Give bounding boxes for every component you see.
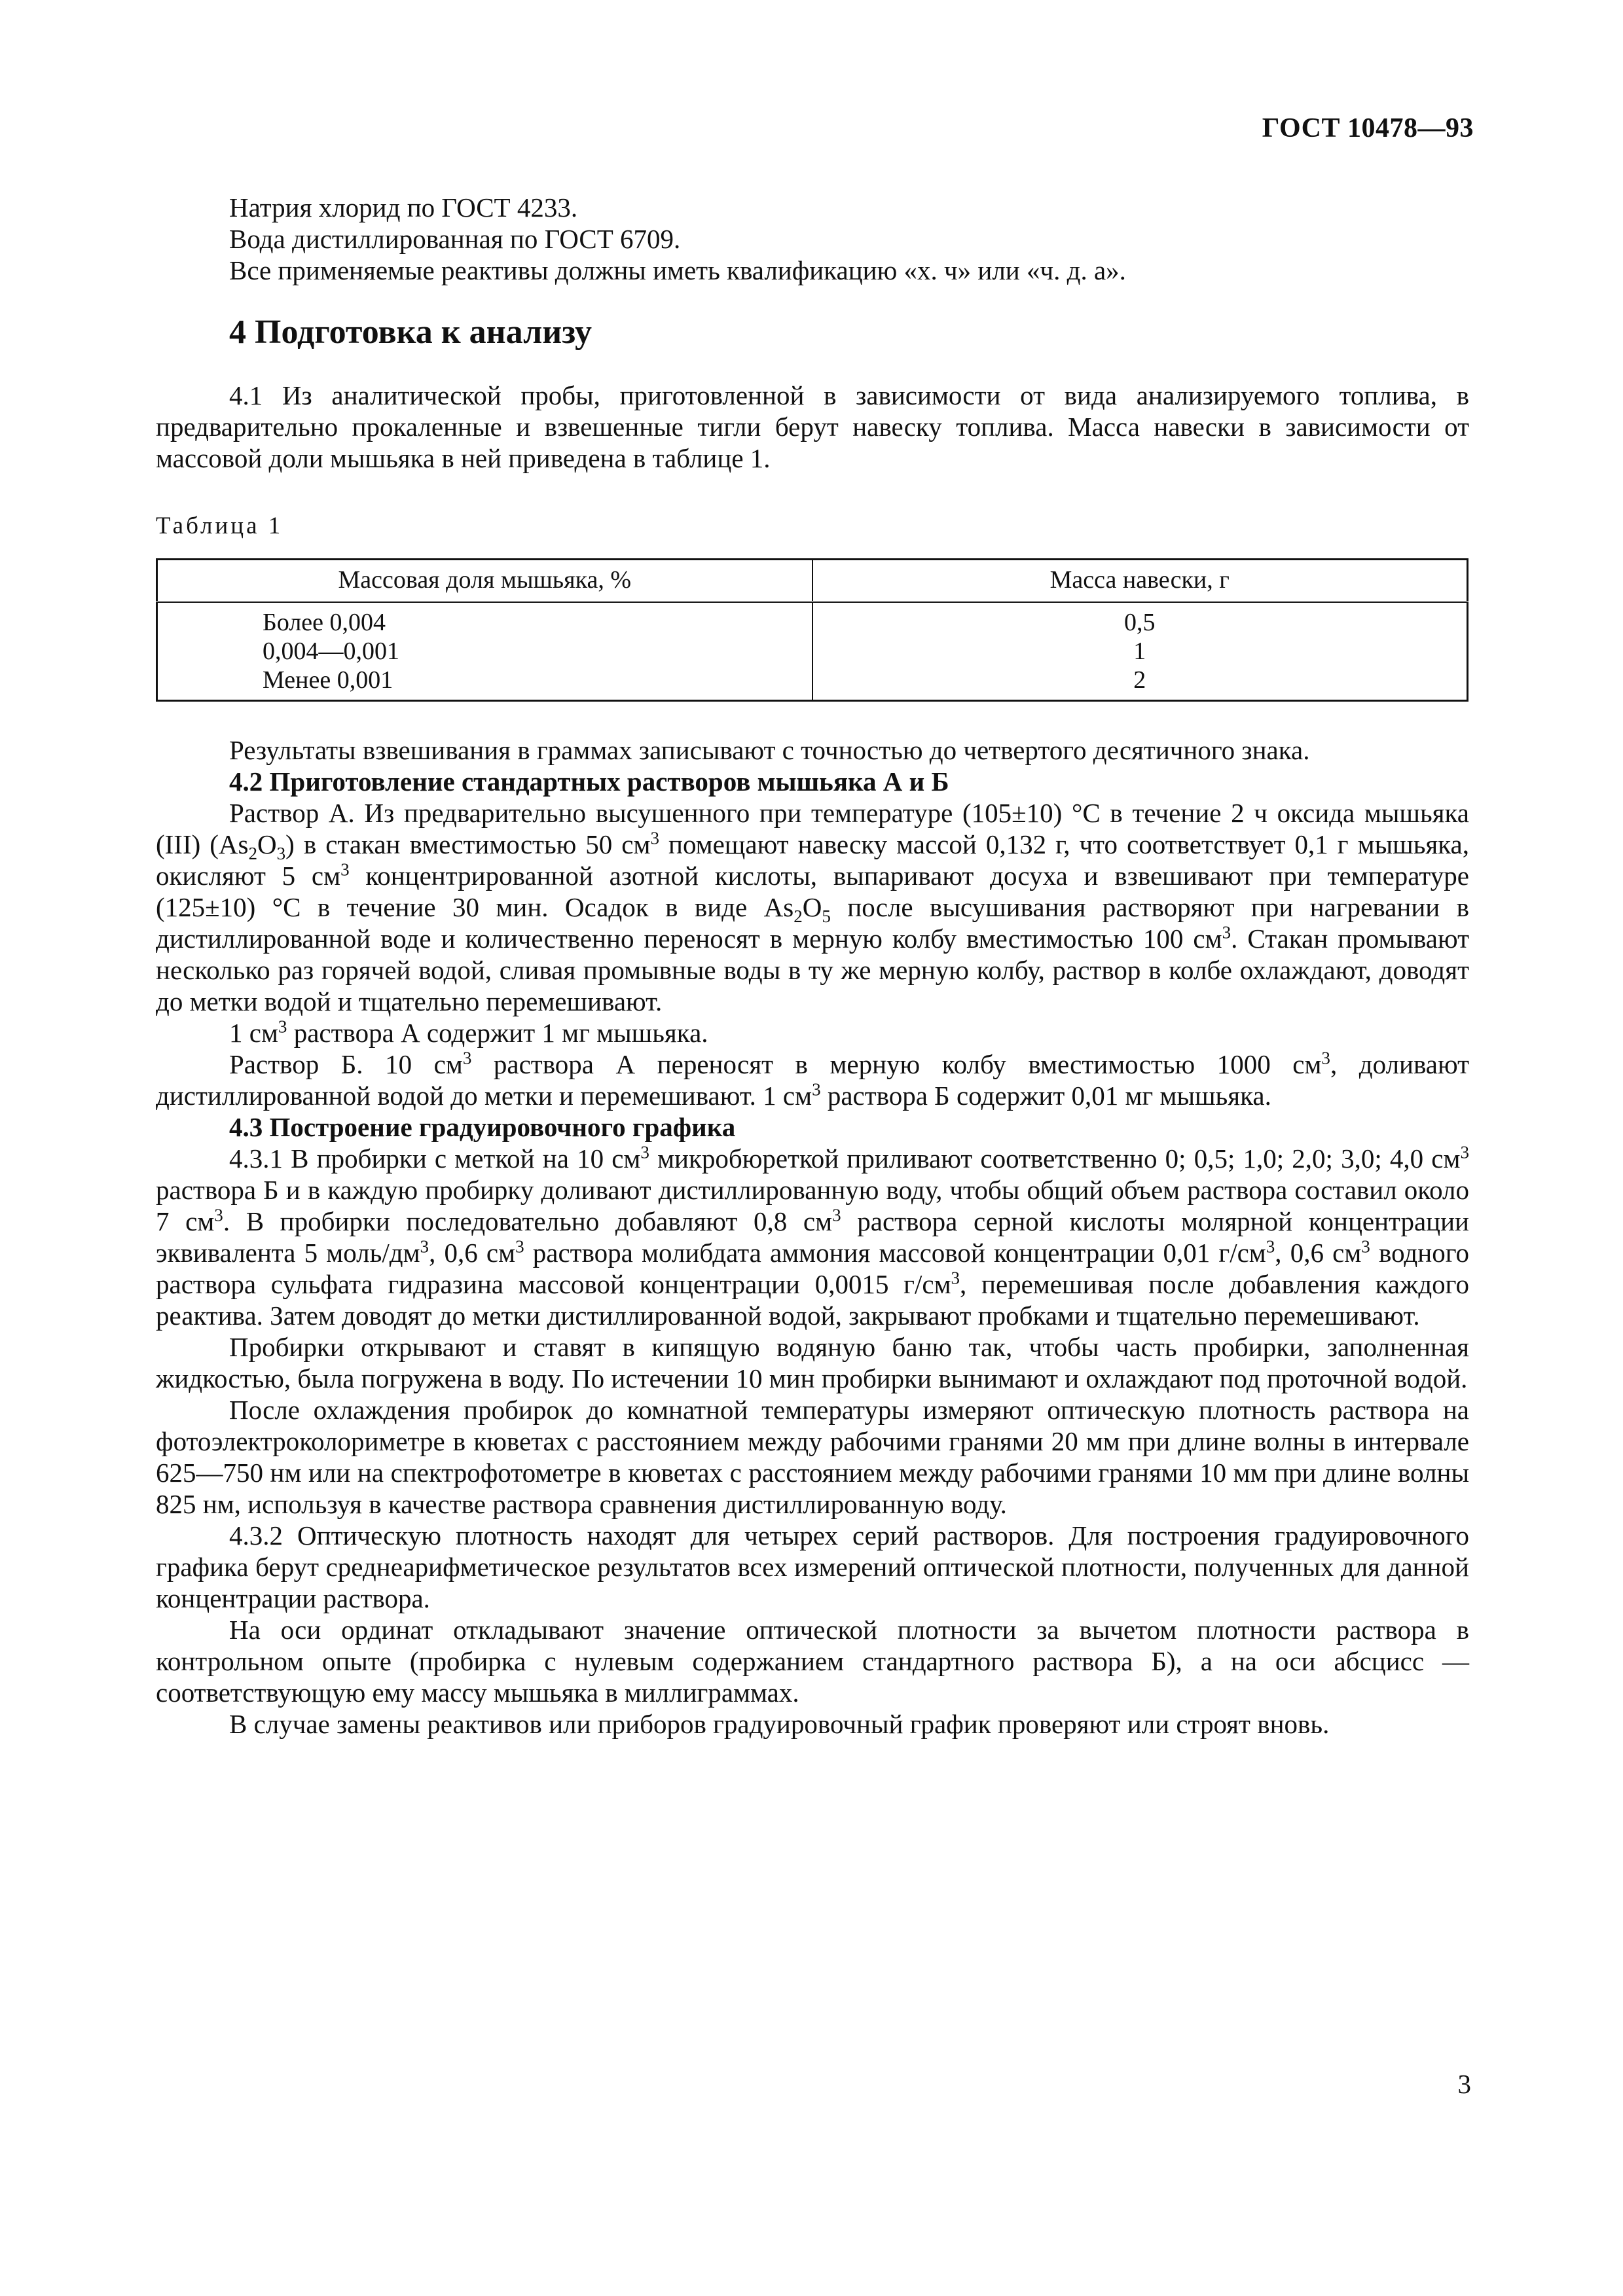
table-cell: 0,5	[1124, 609, 1156, 636]
document-header: ГОСТ 10478—93	[1262, 113, 1474, 143]
section-4-1	[156, 380, 1469, 474]
paragraph-solution-a-content: 1 $см^3$ раствора А содержит 1 мг мышьяка.	[229, 1016, 708, 1048]
reagent-line: Вода дистиллированная по ГОСТ 6709.	[229, 224, 681, 254]
paragraph-replacement: В случае замены реактивов или приборов градуировочный график проверяют или строят вновь.	[229, 1709, 1330, 1739]
table-cell: 2	[1133, 666, 1146, 694]
paragraph-weighing: Результаты взвешивания в граммах записывают с точностью до четвертого десятичного знака.	[229, 735, 1310, 765]
table-header-cell: Масса навески, г	[812, 560, 1468, 602]
paragraph-solution-b: Раствор Б. 10 $см^3$ раствора А переносят в мерную колбу вместимостью 1000 $см^3$, доливают дистиллированной водой до метки и перемешивают. 1 $см^3$ раствора Б содержит 0,01 мг мышьяка.	[156, 1048, 1469, 1111]
table-cell-mass-column	[812, 602, 1468, 701]
paragraph-solution-a: Раствор А. Из предварительно высушенного при температуре (105±10) °С в течение 2 ч оксида мышьяка (III) $(As_2O_3)$ в стакан вместимостью 50 $см^3$ помещают навеску массой 0,132 г, что соответствует 0,1 г мышьяка, окисляют 5 $см^3$ концентрированной азотной кислоты, выпаривают досуха и взвешивают при температуре (125±10) °С в течение 30 мин. Осадок в виде $As_2O_5$ после высушивания растворяют при нагревании в дистиллированной воде и количественно переносят в мерную колбу вместимостью 100 $см^3$. Стакан промывают несколько раз горячей водой, сливая промывные воды в ту же мерную колбу, раствор в колбе охлаждают, доводят до метки водой и тщательно перемешивают.	[156, 798, 1470, 1016]
table-header-row	[157, 560, 1468, 602]
paragraph-optical-measurement: После охлаждения пробирок до комнатной температуры измеряют оптическую плотность раствора на фотоэлектроколориметре в кюветах с расстоянием между рабочими гранями 20 мм при длине волны в интервале 625—750 нм или на спектрофотометре в кюветах с расстоянием между рабочими гранями 10 мм при длине волны 825 нм, используя в качестве раствора сравнения дистиллированную воду.	[156, 1395, 1469, 1519]
section-title: 4 Подготовка к анализу	[229, 314, 593, 351]
paragraph-water-bath: Пробирки открывают и ставят в кипящую водяную баню так, чтобы часть пробирки, заполненная жидкостью, была погружена в воду. По истечении 10 мин пробирки вынимают и охлаждают под проточной водой.	[156, 1332, 1469, 1393]
reagent-line: Все применяемые реактивы должны иметь квалификацию «х. ч» или «ч. д. а».	[229, 255, 1126, 285]
table-caption: Таблица 1	[156, 512, 283, 539]
table-cell-fraction-column	[157, 602, 812, 701]
paragraph-4-3-2: 4.3.2 Оптическую плотность находят для четырех серий растворов. Для построения градуировочного графика берут среднеарифметическое результатов всех измерений оптической плотности, полученных для данной концентрации раствора.	[156, 1520, 1469, 1613]
reagents-list	[156, 192, 1469, 286]
table-1	[156, 558, 1468, 702]
reagent-line: Натрия хлорид по ГОСТ 4233.	[229, 192, 578, 223]
paragraph-4-3-1: 4.3.1 В пробирки с меткой на 10 $см^3$ микробюреткой приливают соответственно 0; 0,5; 1,0; 2,0; 3,0; 4,0 $см^3$ раствора Б и в каждую пробирку доливают дистиллированную воду, чтобы общий объем раствора составил около 7 $см^3$. В пробирки последовательно добавляют 0,8 $см^3$ раствора серной кислоты молярной концентрации эквивалента 5 моль/$дм^3$, 0,6 $см^3$ раствора молибдата аммония массовой концентрации 0,01 $г/см^3$, 0,6 $см^3$ водного раствора сульфата гидразина массовой концентрации 0,0015 $г/см^3$, перемешивая после добавления каждого реактива. Затем доводят до метки дистиллированной водой, закрывают пробками и тщательно перемешивают.	[156, 1142, 1469, 1331]
table-row	[157, 602, 1468, 701]
table-cell: Более 0,004	[263, 609, 386, 636]
table-header-cell: Массовая доля мышьяка, %	[157, 560, 812, 602]
main-text	[156, 734, 1469, 1740]
table-cell: 1	[1133, 637, 1146, 665]
table-cell: 0,004—0,001	[263, 637, 399, 665]
paragraph-axes: На оси ординат откладывают значение оптической плотности за вычетом плотности раствора в контрольном опыте (пробирка с нулевым содержанием стандартного раствора Б), а на оси абсцисс — соответствующую ему массу мышьяка в миллиграммах.	[156, 1615, 1469, 1708]
subsection-title-4-2: 4.2 Приготовление стандартных растворов мышьяка А и Б	[229, 766, 949, 797]
subsection-title-4-3: 4.3 Построение градуировочного графика	[229, 1112, 736, 1142]
page-number: 3	[1457, 2069, 1471, 2099]
table-cell: Менее 0,001	[263, 666, 393, 694]
paragraph-4-1: 4.1 Из аналитической пробы, приготовленной в зависимости от вида анализируемого топлива, в предварительно прокаленные и взвешенные тигли берут навеску топлива. Масса навески в зависимости от массовой доли мышьяка в ней приведена в таблице 1.	[156, 380, 1469, 473]
